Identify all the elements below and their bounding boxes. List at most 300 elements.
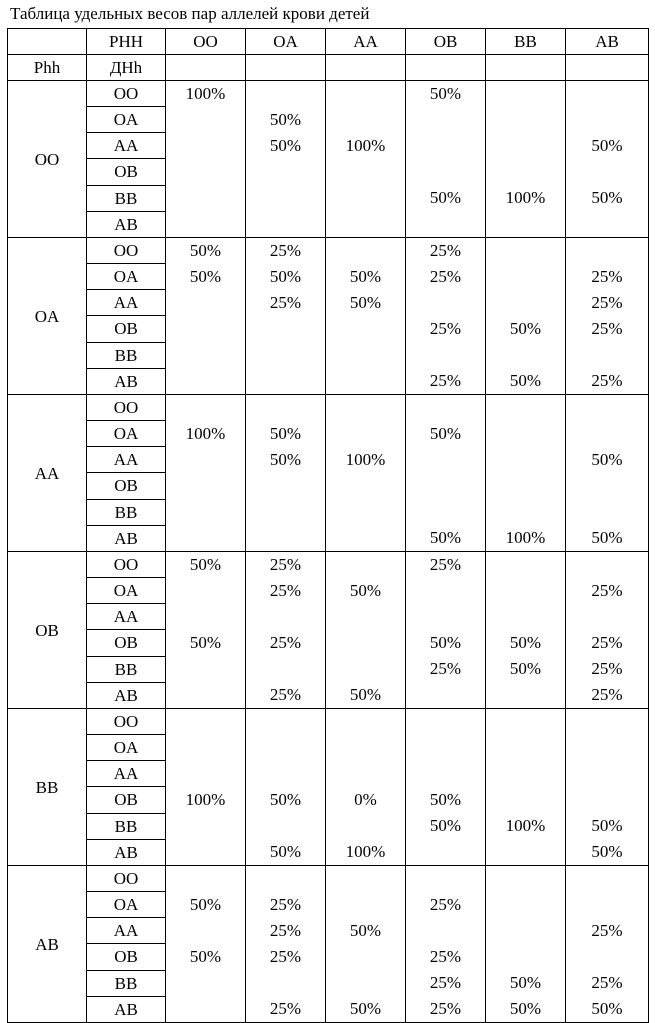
value-cell: 50% [509, 973, 542, 992]
value-cell: 50% [429, 424, 462, 443]
value-cell [166, 866, 245, 892]
value-cell [326, 238, 405, 264]
dnh-row-label: OO [87, 238, 166, 264]
table-row [8, 81, 649, 107]
value-cell: 50% [349, 581, 382, 600]
value-cell [326, 159, 405, 185]
phh-group-label: AA [8, 395, 87, 552]
value-cell [566, 552, 648, 578]
value-cell [406, 578, 485, 604]
header-empty-cell [246, 55, 326, 81]
value-column-aa [326, 81, 406, 238]
value-cell: 25% [269, 633, 302, 652]
value-cell [406, 290, 485, 316]
value-column-ab [566, 866, 649, 1023]
value-column-aa [326, 238, 406, 395]
value-cell [486, 839, 565, 865]
value-cell: 50% [429, 528, 462, 547]
value-cell [326, 552, 405, 578]
value-cell [486, 682, 565, 708]
value-cell [166, 499, 245, 525]
header-dnh-label: ДНh [87, 55, 166, 81]
value-cell: 50% [509, 659, 542, 678]
value-cell [486, 290, 565, 316]
value-cell: 50% [189, 267, 222, 286]
value-cell [326, 395, 405, 421]
value-cell: 50% [349, 685, 382, 704]
value-cell: 50% [591, 450, 623, 469]
value-cell: 25% [591, 293, 623, 312]
value-cell [566, 761, 648, 787]
value-cell [486, 499, 565, 525]
value-cell: 25% [429, 267, 462, 286]
value-cell [326, 185, 405, 211]
value-cell: 25% [269, 947, 302, 966]
value-cell: 50% [269, 110, 302, 129]
dnh-row-label: OO [87, 552, 166, 578]
value-cell [566, 944, 648, 970]
value-cell: 50% [591, 816, 623, 835]
phh-group-label: BB [8, 709, 87, 866]
value-cell: 25% [429, 973, 462, 992]
value-cell: 50% [189, 895, 222, 914]
header-empty-cell [406, 55, 486, 81]
value-column-oa [246, 709, 326, 866]
value-cell [326, 970, 405, 996]
value-cell [406, 395, 485, 421]
value-cell: 50% [591, 999, 623, 1018]
value-cell [166, 107, 245, 133]
dnh-row-label: OA [87, 578, 166, 604]
value-cell [326, 735, 405, 761]
value-cell [326, 656, 405, 682]
dnh-row-label: OA [87, 735, 166, 761]
header-col-aa: AA [326, 29, 406, 55]
value-column-ab [566, 395, 649, 552]
value-cell: 25% [429, 371, 462, 390]
value-cell: 25% [269, 581, 302, 600]
value-cell: 25% [591, 921, 623, 940]
value-cell [406, 682, 485, 708]
value-cell [486, 944, 565, 970]
value-cell: 100% [185, 424, 226, 443]
value-cell [166, 159, 245, 185]
value-cell [566, 107, 648, 133]
value-cell [486, 342, 565, 368]
phh-group-label: OO [8, 81, 87, 238]
value-cell: 100% [345, 842, 386, 861]
value-cell [166, 290, 245, 316]
header-row-2 [8, 55, 649, 81]
value-cell [246, 735, 325, 761]
value-column-oo [166, 81, 246, 238]
header-rnn-label: РНН [87, 29, 166, 55]
value-cell: 25% [591, 685, 623, 704]
value-cell [326, 211, 405, 237]
value-column-oa [246, 552, 326, 709]
value-cell [486, 447, 565, 473]
header-phh-label: Phh [8, 55, 87, 81]
value-column-bb [486, 709, 566, 866]
value-cell [486, 264, 565, 290]
value-cell [486, 892, 565, 918]
value-column-ob [406, 238, 486, 395]
value-column-ob [406, 395, 486, 552]
dnh-row-label: BB [87, 656, 166, 682]
value-cell [326, 813, 405, 839]
value-cell [166, 395, 245, 421]
value-cell: 0% [354, 790, 377, 809]
value-cell [486, 159, 565, 185]
value-cell: 25% [429, 555, 462, 574]
value-cell: 50% [509, 633, 542, 652]
value-cell: 50% [429, 633, 462, 652]
dnh-row-label: BB [87, 342, 166, 368]
value-cell [486, 578, 565, 604]
value-cell [486, 866, 565, 892]
dnh-row-label: BB [87, 499, 166, 525]
value-cell [246, 342, 325, 368]
value-cell: 100% [185, 790, 226, 809]
dnh-row-label: BB [87, 970, 166, 996]
value-cell [566, 421, 648, 447]
value-column-ab [566, 238, 649, 395]
value-column-aa [326, 552, 406, 709]
value-cell [246, 81, 325, 107]
value-cell [326, 499, 405, 525]
value-column-ab [566, 552, 649, 709]
value-cell [326, 761, 405, 787]
header-corner-cell [8, 29, 87, 55]
value-cell: 25% [269, 895, 302, 914]
value-cell [246, 656, 325, 682]
value-cell: 25% [591, 973, 623, 992]
value-column-oo [166, 552, 246, 709]
header-empty-cell [166, 55, 246, 81]
value-cell [566, 866, 648, 892]
dnh-row-label: OB [87, 473, 166, 499]
value-cell [326, 866, 405, 892]
dnh-row-label: OA [87, 107, 166, 133]
dnh-row-label: OB [87, 159, 166, 185]
value-cell [486, 918, 565, 944]
dnh-row-label: AB [87, 996, 166, 1022]
value-column-oa [246, 81, 326, 238]
value-cell [326, 709, 405, 735]
dnh-row-label: AB [87, 839, 166, 865]
value-cell [406, 473, 485, 499]
dnh-row-label: OB [87, 316, 166, 342]
value-cell: 50% [189, 633, 222, 652]
header-empty-cell [566, 55, 649, 81]
value-cell [406, 342, 485, 368]
value-column-bb [486, 81, 566, 238]
value-column-oo [166, 238, 246, 395]
table-row [8, 866, 649, 892]
dnh-row-label: OO [87, 395, 166, 421]
dnh-row-label: AA [87, 761, 166, 787]
dnh-row-label: AB [87, 368, 166, 394]
value-cell: 100% [345, 136, 386, 155]
value-cell [326, 892, 405, 918]
value-cell [486, 238, 565, 264]
dnh-row-label: AA [87, 918, 166, 944]
value-cell [566, 473, 648, 499]
value-cell [246, 525, 325, 551]
header-empty-cell [326, 55, 406, 81]
value-column-oa [246, 395, 326, 552]
value-column-ab [566, 709, 649, 866]
value-cell [566, 342, 648, 368]
value-cell [246, 368, 325, 394]
value-column-bb [486, 552, 566, 709]
header-row-1 [8, 29, 649, 55]
value-cell [246, 866, 325, 892]
value-cell: 50% [189, 947, 222, 966]
table-row [8, 709, 649, 735]
value-cell: 50% [349, 921, 382, 940]
value-cell [406, 761, 485, 787]
value-cell [326, 316, 405, 342]
value-cell [566, 892, 648, 918]
value-cell: 50% [349, 293, 382, 312]
dnh-row-label: OO [87, 866, 166, 892]
value-cell [246, 970, 325, 996]
value-cell [326, 107, 405, 133]
value-cell [486, 211, 565, 237]
value-cell [326, 368, 405, 394]
value-cell: 50% [591, 136, 623, 155]
header-col-ab: AB [566, 29, 649, 55]
dnh-row-label: OA [87, 264, 166, 290]
value-cell: 50% [591, 842, 623, 861]
value-cell [326, 81, 405, 107]
value-cell [406, 211, 485, 237]
value-cell [566, 735, 648, 761]
value-cell: 50% [429, 84, 462, 103]
phh-group-label: OB [8, 552, 87, 709]
value-cell [486, 735, 565, 761]
dnh-row-label: AA [87, 133, 166, 159]
value-cell [406, 133, 485, 159]
value-cell: 25% [429, 241, 462, 260]
header-col-ob: OB [406, 29, 486, 55]
value-cell [246, 499, 325, 525]
value-cell [166, 970, 245, 996]
dnh-row-label: OA [87, 421, 166, 447]
value-cell: 25% [591, 659, 623, 678]
value-cell: 25% [591, 371, 623, 390]
value-cell: 50% [269, 267, 302, 286]
value-cell: 50% [269, 136, 302, 155]
value-cell [406, 866, 485, 892]
value-column-ob [406, 81, 486, 238]
value-cell [166, 604, 245, 630]
value-cell [166, 473, 245, 499]
value-cell: 25% [591, 633, 623, 652]
value-cell [246, 316, 325, 342]
dnh-row-label: AA [87, 604, 166, 630]
value-cell [326, 604, 405, 630]
value-cell: 25% [591, 581, 623, 600]
value-cell: 50% [429, 188, 462, 207]
value-cell [566, 159, 648, 185]
value-cell [166, 368, 245, 394]
value-cell [166, 316, 245, 342]
value-cell [486, 81, 565, 107]
value-cell [406, 839, 485, 865]
value-cell: 50% [349, 999, 382, 1018]
table-row [8, 238, 649, 264]
header-empty-cell [486, 55, 566, 81]
value-cell [486, 604, 565, 630]
value-cell [566, 238, 648, 264]
value-cell [566, 211, 648, 237]
table-row [8, 395, 649, 421]
value-cell: 50% [269, 842, 302, 861]
value-cell: 50% [269, 450, 302, 469]
value-column-ob [406, 552, 486, 709]
value-cell [166, 813, 245, 839]
value-cell: 25% [269, 293, 302, 312]
value-cell [486, 709, 565, 735]
value-cell [326, 421, 405, 447]
value-cell [486, 761, 565, 787]
phh-group-label: AB [8, 866, 87, 1023]
dnh-row-label: OO [87, 81, 166, 107]
value-cell: 50% [591, 188, 623, 207]
value-column-ob [406, 866, 486, 1023]
value-cell: 50% [189, 241, 222, 260]
value-cell [406, 604, 485, 630]
value-column-oo [166, 395, 246, 552]
value-cell [406, 159, 485, 185]
dnh-row-label: OB [87, 630, 166, 656]
value-cell [566, 787, 648, 813]
value-cell [406, 107, 485, 133]
value-cell [246, 211, 325, 237]
value-cell: 50% [429, 816, 462, 835]
value-cell: 25% [429, 319, 462, 338]
value-column-ob [406, 709, 486, 866]
value-cell [166, 342, 245, 368]
value-cell [486, 133, 565, 159]
value-cell [166, 211, 245, 237]
value-cell [326, 525, 405, 551]
value-cell: 50% [429, 790, 462, 809]
value-cell: 100% [505, 188, 546, 207]
value-column-oa [246, 866, 326, 1023]
dnh-row-label: AA [87, 290, 166, 316]
value-cell: 50% [509, 999, 542, 1018]
value-cell [246, 185, 325, 211]
value-cell [326, 342, 405, 368]
value-cell [486, 552, 565, 578]
table-row [8, 552, 649, 578]
value-cell: 25% [591, 319, 623, 338]
dnh-row-label: AB [87, 525, 166, 551]
value-column-oo [166, 709, 246, 866]
value-cell [486, 787, 565, 813]
value-cell [246, 604, 325, 630]
dnh-row-label: AB [87, 682, 166, 708]
value-cell: 100% [505, 528, 546, 547]
value-cell: 25% [429, 947, 462, 966]
value-cell: 25% [269, 999, 302, 1018]
dnh-row-label: OA [87, 892, 166, 918]
value-cell: 100% [185, 84, 226, 103]
value-cell: 50% [269, 790, 302, 809]
value-cell [166, 735, 245, 761]
dnh-row-label: OB [87, 944, 166, 970]
value-cell: 50% [509, 371, 542, 390]
value-cell [326, 630, 405, 656]
value-cell: 50% [349, 267, 382, 286]
value-cell: 25% [429, 659, 462, 678]
value-cell [326, 944, 405, 970]
value-cell [166, 656, 245, 682]
value-cell [326, 473, 405, 499]
value-column-bb [486, 238, 566, 395]
value-cell: 25% [429, 895, 462, 914]
value-cell [166, 709, 245, 735]
value-cell: 50% [591, 528, 623, 547]
value-cell [166, 682, 245, 708]
value-cell: 25% [269, 921, 302, 940]
value-cell [166, 578, 245, 604]
dnh-row-label: AB [87, 211, 166, 237]
value-cell [166, 133, 245, 159]
value-cell [166, 525, 245, 551]
value-cell [406, 918, 485, 944]
value-cell [406, 709, 485, 735]
value-cell [406, 735, 485, 761]
value-cell: 50% [269, 424, 302, 443]
dnh-row-label: BB [87, 185, 166, 211]
value-cell: 25% [269, 555, 302, 574]
table-caption: Таблица удельных весов пар аллелей крови детей [10, 4, 370, 23]
header-col-oo: OO [166, 29, 246, 55]
value-cell: 25% [269, 685, 302, 704]
value-cell: 50% [189, 555, 222, 574]
value-cell [246, 813, 325, 839]
value-cell [166, 839, 245, 865]
allele-weights-table [7, 28, 649, 1023]
value-cell: 25% [429, 999, 462, 1018]
value-column-ab [566, 81, 649, 238]
value-cell [486, 421, 565, 447]
dnh-row-label: OB [87, 787, 166, 813]
value-cell [486, 395, 565, 421]
header-col-bb: BB [486, 29, 566, 55]
value-cell [166, 185, 245, 211]
value-column-aa [326, 395, 406, 552]
value-cell [246, 761, 325, 787]
value-cell [486, 107, 565, 133]
value-cell: 25% [591, 267, 623, 286]
value-cell [246, 473, 325, 499]
value-cell [486, 473, 565, 499]
value-column-oo [166, 866, 246, 1023]
value-cell [566, 81, 648, 107]
value-column-bb [486, 866, 566, 1023]
phh-group-label: OA [8, 238, 87, 395]
value-cell [566, 395, 648, 421]
value-column-bb [486, 395, 566, 552]
value-cell [246, 159, 325, 185]
value-cell [246, 395, 325, 421]
value-cell [406, 447, 485, 473]
